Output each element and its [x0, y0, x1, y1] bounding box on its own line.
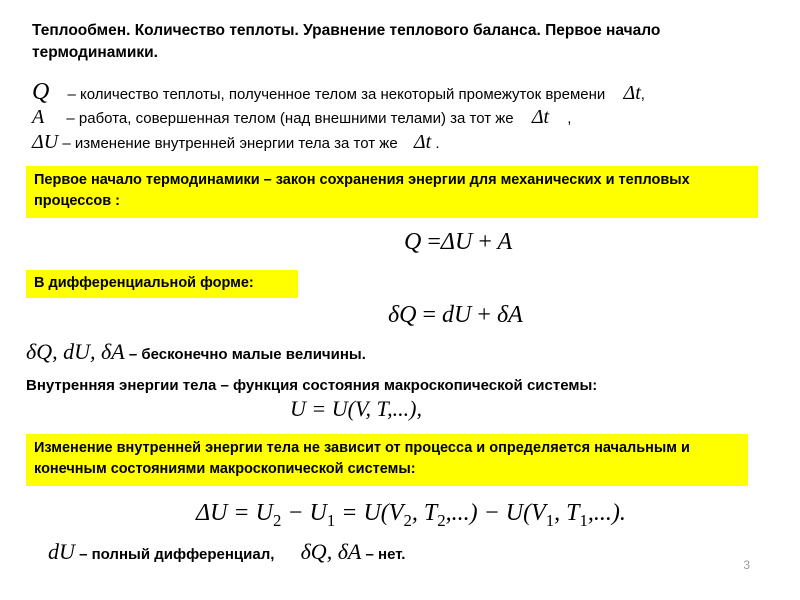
symbol-du: dU [48, 539, 75, 564]
definition-a-text: – работа, совершенная телом (над внешними телами) за тот же [66, 110, 514, 127]
eq2-term1: dU [442, 302, 472, 328]
differential-form-box: В дифференциальной форме: [26, 270, 298, 298]
first-law-box: Первое начало термодинамики – закон сохранения энергии для механических и тепловых процессов : [26, 166, 758, 218]
eq3-part-b: − U [281, 500, 327, 526]
eq3-part-f: , T [554, 500, 580, 526]
eq2-plus: + [477, 302, 491, 328]
internal-energy-formula: U = U(V, T,...), [290, 396, 422, 421]
eq3-part-e: ,...) − U(V [445, 500, 546, 526]
infinitesimal-symbols: δQ, dU, δA [26, 339, 125, 364]
symbol-q: Q [32, 79, 50, 105]
eq3-sub-2: 1 [326, 510, 336, 530]
symbol-a: A [32, 106, 45, 128]
eq3-sub-6: 1 [579, 510, 588, 530]
full-differential-text: – полный дифференциал, [79, 546, 275, 563]
page-title: Теплообмен. Количество теплоты. Уравнение теплового баланса. Первое начало термодинамики. [32, 22, 661, 61]
eq1-equals: = [427, 229, 441, 255]
eq1-term2: A [497, 229, 513, 255]
eq3-sub-5: 1 [545, 510, 555, 530]
definition-q-tail: , [640, 86, 645, 103]
bottom-line [48, 539, 406, 565]
symbol-delta-t: Δt [623, 82, 641, 104]
symbol-delta-u: ΔU [32, 131, 59, 153]
eq2-term2: δA [496, 302, 523, 328]
symbol-delta-t: Δt [413, 131, 432, 153]
eq3-sub-3: 2 [403, 510, 412, 530]
definition-q [32, 79, 645, 105]
eq1-plus: + [478, 229, 492, 255]
not-differential-text: – нет. [365, 546, 406, 563]
infinitesimal-text: – бесконечно малые величины. [128, 346, 366, 363]
internal-energy-text: Внутренняя энергии тела – функция состояния макроскопической системы: [26, 377, 598, 394]
eq3-part-g: ,...). [587, 500, 626, 526]
eq1-term1: ΔU [440, 229, 473, 255]
symbol-delta-t: Δt [531, 106, 550, 128]
eq3-sub-4: 2 [437, 510, 446, 530]
state-function-box: Изменение внутренней энергии тела не зависит от процесса и определяется начальным и конечным состояниями макроскопической системы: [26, 434, 748, 486]
definition-du-tail: . [435, 135, 440, 152]
eq1-lhs: Q [404, 229, 422, 255]
delta-u-equation [196, 500, 626, 531]
eq3-part-c: = U(V [335, 500, 404, 526]
definition-du-text: – изменение внутренней энергии тела за тот же [62, 135, 398, 152]
page-number: 3 [743, 558, 750, 572]
eq2-equals: = [422, 302, 437, 328]
symbol-dq-da: δQ, δA [300, 539, 362, 564]
infinitesimal-line [26, 339, 366, 365]
eq2-lhs: δQ [388, 302, 417, 328]
definition-a [32, 107, 571, 129]
definition-a-tail: , [567, 110, 572, 127]
definition-du [32, 132, 440, 154]
eq3-part-a: ΔU = U [196, 500, 273, 526]
eq3-part-d: , T [411, 500, 438, 526]
first-law-equation [404, 229, 512, 256]
eq3-sub-1: 2 [272, 510, 282, 530]
definition-q-text: – количество теплоты, полученное телом за некоторый промежуток времени [67, 86, 606, 103]
differential-equation [388, 302, 523, 329]
